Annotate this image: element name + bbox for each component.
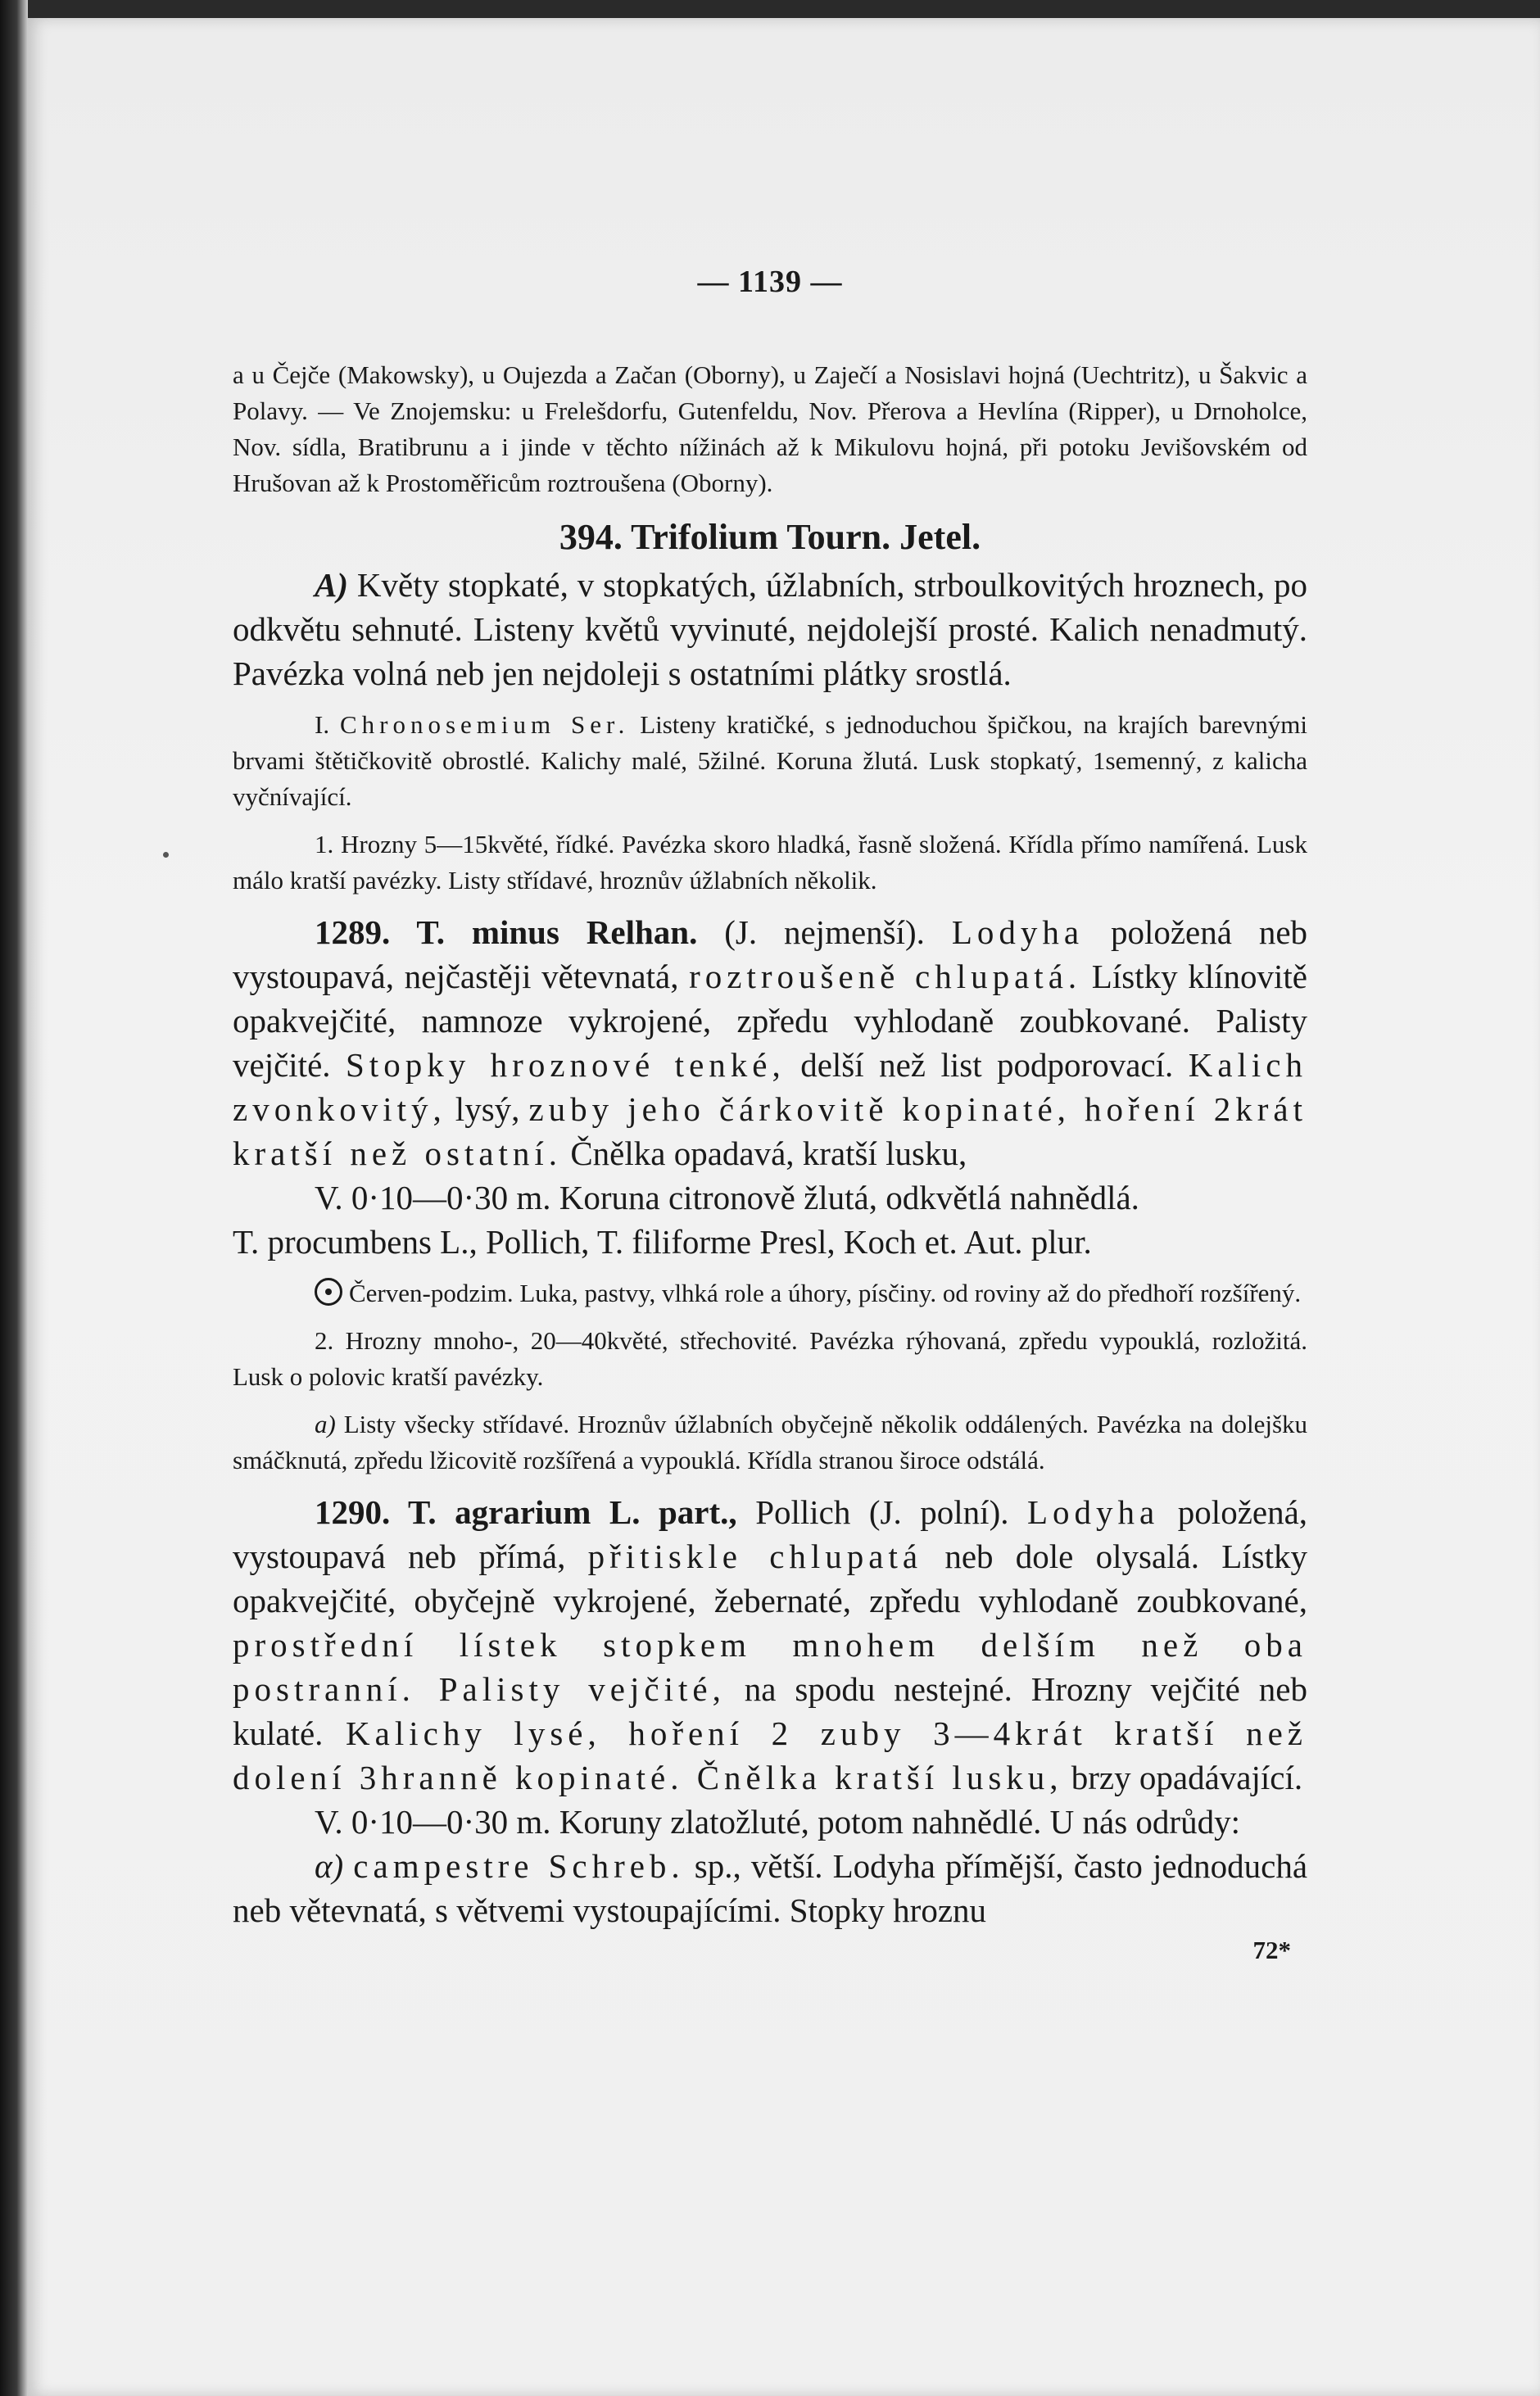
variety-alpha [233,1844,1307,1932]
section-a-text: Květy stopkaté, v stopkatých, úžlabních, strboulkovitých hroznech, po odkvětu sehnuté. Listeny květů vyvinuté, nejdolejší prosté. Kalich nenadmutý. Pavézka volná neb jen nejdoleji s ostatními plátky srostlá. [233,566,1308,692]
variety-name: campestre Schreb. [353,1847,685,1885]
species-1289-part2: položená neb vystoupavá, nejčastěji větevnatá, [233,913,1308,995]
species-1289-part4: Lístky klínovitě opakvejčité, namnoze vykrojené, zpředu vyhlodaně zoubkované. Palisty vejčité. [233,958,1307,1084]
subgroup-a-label: a) [315,1410,336,1438]
scan-edge [0,0,28,2396]
species-1289-common: (J. nejmenší). [724,913,925,951]
annual-symbol-icon [315,1278,342,1306]
subgenus-name: Chronosemium Ser. [339,710,630,739]
species-1289-part8: lysý, [455,1090,520,1128]
signature-mark: 72* [1252,1936,1291,1964]
species-1290-part5: prostřední lístek stopkem mnohem delším než oba postranní. Palisty vejčité, [233,1626,1307,1708]
species-1290-part1: Lodyha [1027,1493,1160,1531]
species-1290-measure: V. 0·10—0·30 m. Koruny zlatožluté, potom nahnědlé. U nás odrůdy: [315,1803,1240,1841]
species-1290-head: 1290. T. agrarium L. part., [315,1493,737,1531]
variety-text: sp., větší. Lodyha přímější, často jednoduchá neb větevnatá, s větvemi vystoupajícími. Stopky hroznu [233,1847,1308,1929]
species-1289-head: 1289. T. minus Relhan. [315,913,698,951]
species-1289-measure: V. 0·10—0·30 m. Koruna citronově žlutá, odkvětlá nahnědlá. [315,1179,1139,1216]
group-1: 1. Hrozny 5—15květé, řídké. Pavézka skoro hladká, řasně složená. Křídla přímo namířená. Lusk málo kratší pavézky. Listy střídavé, hroznův úžlabních několik. [233,830,1307,895]
species-1289 [233,910,1307,1175]
species-1290-part3: přitiskle chlupatá [587,1538,923,1575]
species-1290-author: Pollich (J. polní). [755,1493,1009,1531]
species-1290-part6: na spodu nestejné. Hrozny vejčité neb kulaté. [233,1670,1307,1752]
species-1289-part3: roztroušeně chlupatá. [689,958,1082,995]
species-1289-habitat-text: Červen-podzim. Luka, pastvy, vlhká role a úhory, písčiny. od roviny až do předhoří rozšířený. [349,1279,1302,1307]
page-text [233,264,1307,1991]
subgenus-paragraph [233,707,1307,815]
species-1289-part1: Lodyha [951,913,1085,951]
section-a-label: A) [315,566,348,604]
species-1289-part5: Stopky hroznové tenké, [346,1046,786,1084]
group-2: 2. Hrozny mnoho-, 20—40květé, střechovité. Pavézka rýhovaná, zpředu vypouklá, rozložitá. Lusk o polovic kratší pavézky. [233,1326,1307,1391]
genus-heading: 394. Trifolium Tourn. Jetel. [559,517,981,557]
species-1290-part7: Kalichy lysé, hoření 2 zuby 3—4krát kratší než dolení 3hranně kopinaté. Čnělka kratší lusku, [233,1714,1308,1796]
species-1289-part10: Čnělka opadavá, kratší lusku, [570,1135,967,1172]
species-1289-synonyms: T. procumbens L., Pollich, T. filiforme Presl, Koch et. Aut. plur. [233,1223,1092,1261]
subgenus-label: I. [315,710,330,739]
intro-paragraph: a u Čejče (Makowsky), u Oujezda a Začan (Oborny), u Zaječí a Nosislavi hojná (Uechtritz), u Šakvic a Polavy. — Ve Znojemsku: u Frelešdorfu, Gutenfeldu, Nov. Přerova a Hevlína (Ripper), u Drnoholce, Nov. sídla, Bratibrunu a i jinde v těchto nížinách až k Mikulovu hojná, při potoku Jevišovském od Hrušovan až k Prostoměřicům roztroušena (Oborny). [233,360,1307,497]
species-1289-part9: zuby jeho čárkovitě kopinaté, hoření 2krát kratší než ostatní. [233,1090,1307,1172]
species-1290-part2: položená, vystoupavá neb přímá, [233,1493,1308,1575]
variety-label: α) [315,1847,344,1885]
species-1290-part4: neb dole olysalá. Lístky opakvejčité, obyčejně vykrojené, žebernaté, zpředu vyhlodaně zoubkované, [233,1538,1308,1619]
species-1289-part7: Kalich zvonkovitý, [233,1046,1308,1128]
subgroup-a-text: Listy všecky střídavé. Hroznův úžlabních obyčejně několik oddálených. Pavézka na dolejšku smáčknutá, zpředu lžicovitě rozšířená a vypouklá. Křídla stranou široce odstálá. [233,1410,1308,1474]
species-1289-habitat [233,1275,1307,1311]
subgenus-text: Listeny kratičké, s jednoduchou špičkou, na krajích barevnými brvami štětičkovitě obrostlé. Kalichy malé, 5žilné. Koruna žlutá. Lusk stopkatý, 1semenný, z kalicha vyčnívající. [233,710,1308,811]
species-1290 [233,1490,1307,1800]
subgroup-a [233,1406,1307,1479]
species-1289-part6: delší než list podporovací. [800,1046,1174,1084]
stray-mark [163,852,169,858]
species-1290-part8: brzy opadávající. [1071,1759,1303,1796]
page-number: — 1139 — [697,265,843,299]
book-page [28,18,1540,2396]
section-a [233,563,1307,695]
